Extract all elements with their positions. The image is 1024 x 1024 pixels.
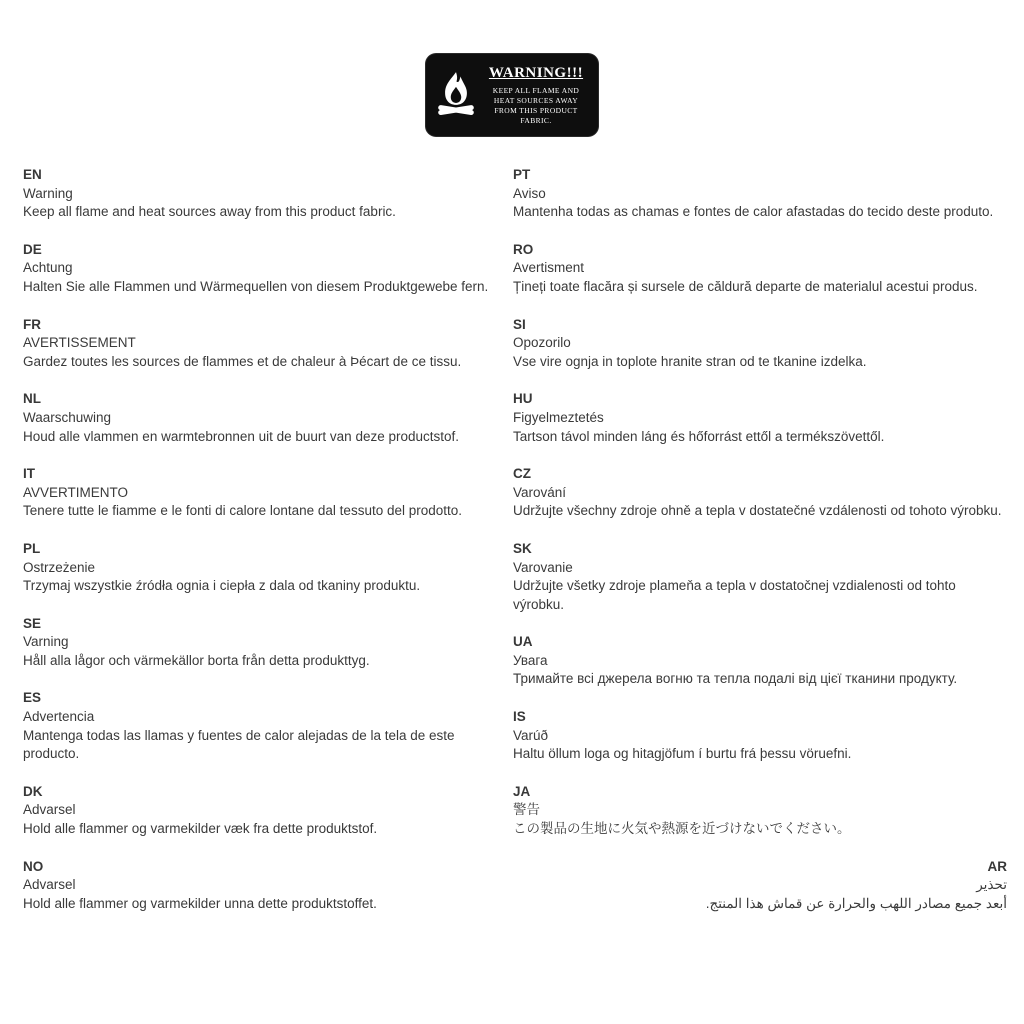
warning-text: Hold alle flammer og varmekilder væk fra dette produktstof.: [23, 821, 378, 837]
warning-badge-line: FABRIC.: [520, 115, 552, 125]
warning-text: Mantenha todas as chamas e fontes de calor afastadas do tecido deste produto.: [513, 204, 994, 220]
language-code: CZ: [513, 466, 531, 482]
language-code: ES: [23, 690, 42, 706]
language-entry-dk: [23, 783, 501, 839]
campfire-flame-icon: [430, 71, 482, 119]
warning-badge: [426, 54, 598, 136]
warning-text: Udržujte všetky zdroje plameňa a tepla v dostatočnej vzdialenosti od tohto výrobku.: [513, 578, 956, 612]
language-code: NO: [23, 858, 44, 874]
language-code: SK: [513, 540, 532, 556]
language-entry-it: [23, 465, 501, 521]
warning-badge-line: FROM THIS PRODUCT: [494, 105, 578, 115]
language-entry-fr: [23, 316, 501, 372]
language-entry-hu: [513, 390, 1007, 446]
language-entry-no: [23, 858, 501, 914]
warning-heading: Увага: [513, 652, 548, 668]
warning-text: Udržujte všechny zdroje ohně a tepla v dostatečné vzdálenosti od tohoto výrobku.: [513, 503, 1002, 519]
warning-text: Tenere tutte le fiamme e le fonti di calore lontane dal tessuto del prodotto.: [23, 503, 463, 519]
warning-text: Țineți toate flacăra și sursele de căldură departe de materialul acestui produs.: [513, 278, 978, 294]
language-code: RO: [513, 241, 534, 257]
language-code: IT: [23, 466, 35, 482]
warning-heading: Waarschuwing: [23, 409, 112, 425]
warning-heading: Advarsel: [23, 877, 76, 893]
warning-badge-text: [482, 65, 590, 126]
language-entry-pt: [513, 166, 1007, 222]
right-column: [513, 166, 1007, 932]
language-entry-pl: [23, 540, 501, 596]
language-entry-si: [513, 316, 1007, 372]
language-entry-nl: [23, 390, 501, 446]
warning-text: Tartson távol minden láng és hőforrást ettől a termékszövettől.: [513, 428, 885, 444]
left-column: [23, 166, 501, 932]
language-entry-ro: [513, 241, 1007, 297]
warning-heading: Ostrzeżenie: [23, 559, 96, 575]
language-code: DE: [23, 241, 42, 257]
warning-heading: Varování: [513, 484, 567, 500]
language-entry-es: [23, 689, 501, 763]
language-code: NL: [23, 391, 41, 407]
language-code: AR: [987, 858, 1007, 874]
warning-heading: AVERTISSEMENT: [23, 335, 136, 351]
language-entry-ja: [513, 783, 1007, 839]
warning-heading: Varúð: [513, 727, 549, 743]
language-code: SI: [513, 316, 526, 332]
warning-heading: Advarsel: [23, 802, 76, 818]
warning-heading: Aviso: [513, 185, 546, 201]
warning-text: Mantenga todas las llamas y fuentes de calor alejadas de la tela de este producto.: [23, 727, 455, 762]
warning-text: أبعد جميع مصادر اللهب والحرارة عن قماش هذا المنتج.: [705, 895, 1007, 911]
warning-text: Hold alle flammer og varmekilder unna dette produktstoffet.: [23, 895, 377, 911]
warning-heading: Warning: [23, 185, 73, 201]
warning-text: Vse vire ognja in toplote hranite stran od te tkanine izdelka.: [513, 353, 867, 369]
language-entry-sk: [513, 540, 1007, 614]
language-entry-se: [23, 615, 501, 671]
warning-text: Тримайте всі джерела вогню та тепла подалі від цієї тканини продукту.: [513, 671, 958, 687]
warning-badge-line: HEAT SOURCES AWAY: [493, 95, 579, 105]
warning-heading: Varning: [23, 634, 69, 650]
warning-text: Houd alle vlammen en warmtebronnen uit de buurt van deze productstof.: [23, 428, 460, 444]
warning-heading: Achtung: [23, 260, 73, 276]
warning-heading: Avertisment: [513, 260, 585, 276]
warning-text: Keep all flame and heat sources away from this product fabric.: [23, 204, 396, 220]
language-code: EN: [23, 167, 42, 182]
language-entry-ar: [513, 858, 1007, 914]
language-code: UA: [513, 634, 533, 650]
warning-heading: Figyelmeztetés: [513, 409, 604, 425]
warning-badge-title: WARNING!!!: [488, 64, 584, 81]
warning-badge-line: KEEP ALL FLAME AND: [492, 85, 580, 95]
warning-text: Halten Sie alle Flammen und Wärmequellen von diesem Produktgewebe fern.: [23, 278, 489, 294]
language-code: DK: [23, 783, 43, 799]
warning-heading: 警告: [513, 802, 540, 818]
warning-text: Trzymaj wszystkie źródła ognia i ciepła z dala od tkaniny produktu.: [23, 578, 421, 594]
language-entry-de: [23, 241, 501, 297]
warning-heading: تحذير: [976, 877, 1007, 893]
language-code: IS: [513, 709, 526, 725]
language-code: JA: [513, 783, 531, 799]
warning-text: Haltu öllum loga og hitagjöfum í burtu frá þessu vöruefni.: [513, 746, 852, 762]
warning-text: Håll alla lågor och värmekällor borta från detta produkttyg.: [23, 652, 370, 668]
language-entry-ua: [513, 633, 1007, 689]
warning-text: Gardez toutes les sources de flammes et de chaleur à Þécart de ce tissu.: [23, 353, 462, 369]
warning-heading: Advertencia: [23, 709, 95, 725]
language-code: HU: [513, 391, 533, 407]
language-code: SE: [23, 615, 42, 631]
language-entry-is: [513, 708, 1007, 764]
language-entry-cz: [513, 465, 1007, 521]
warning-heading: AVVERTIMENTO: [23, 484, 129, 500]
warning-heading: Opozorilo: [513, 335, 571, 351]
language-code: PT: [513, 167, 531, 182]
warning-text: この製品の生地に火気や熱源を近づけないでください。: [513, 821, 851, 837]
language-code: FR: [23, 316, 41, 332]
language-entry-en: [23, 166, 501, 222]
language-code: PL: [23, 540, 41, 556]
warning-heading: Varovanie: [513, 559, 573, 575]
